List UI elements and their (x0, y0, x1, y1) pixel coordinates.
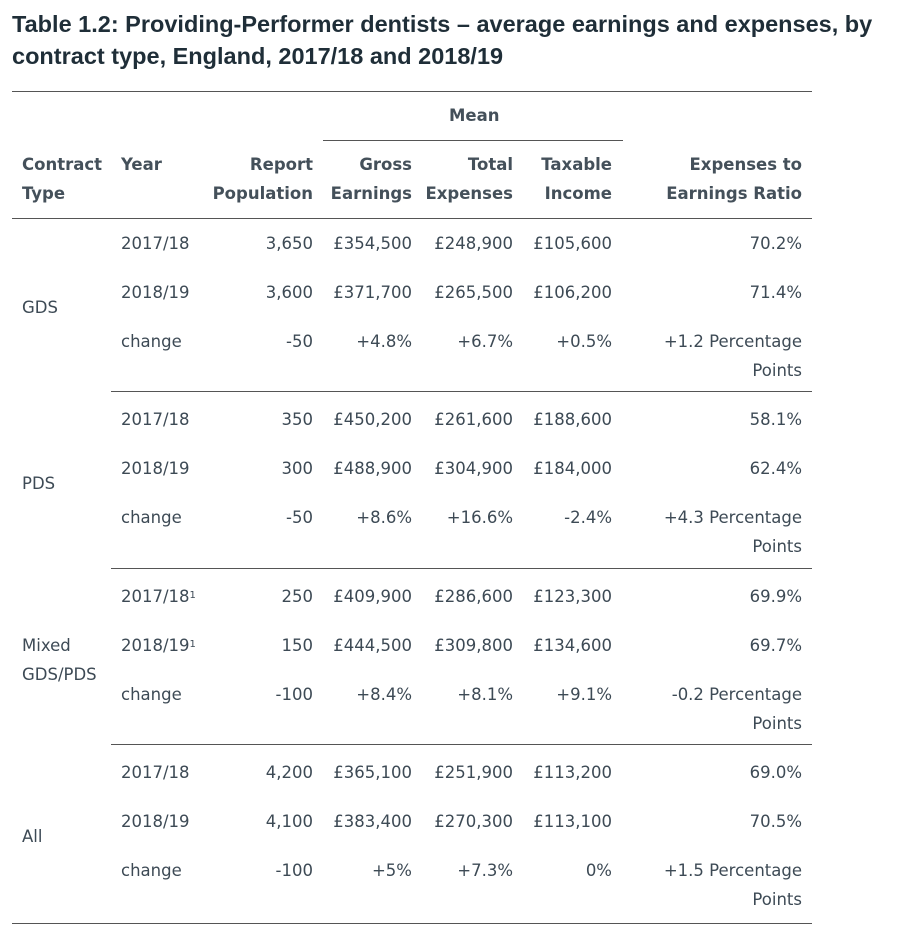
row-year: change (121, 685, 182, 704)
group-separator (111, 391, 812, 392)
header-year: Year (121, 155, 162, 174)
row-taxable-income: -2.4% (564, 508, 612, 527)
row-report-population: 4,100 (265, 812, 313, 831)
footnote-marker: 1 (189, 590, 196, 601)
row-gross-earnings: £450,200 (333, 410, 412, 429)
table-title-line2: contract type, England, 2017/18 and 2018/19 (12, 43, 504, 69)
row-gross-earnings: +5% (371, 861, 412, 880)
header-taxable-income-line2: Income (544, 184, 612, 203)
table-top-rule (12, 91, 812, 92)
header-ratio-line1: Expenses to (689, 155, 802, 174)
row-report-population: 350 (281, 410, 313, 429)
row-gross-earnings: £409,900 (333, 587, 412, 606)
row-report-population: -50 (286, 332, 313, 351)
row-expenses-to-earnings-ratio: Points (752, 714, 802, 733)
row-total-expenses: £251,900 (434, 763, 513, 782)
row-report-population: 4,200 (265, 763, 313, 782)
row-gross-earnings: +8.4% (356, 685, 412, 704)
row-taxable-income: £113,100 (533, 812, 612, 831)
header-taxable-income-line1: Taxable (541, 155, 612, 174)
group-separator (111, 568, 812, 569)
row-expenses-to-earnings-ratio: 69.0% (749, 763, 802, 782)
row-report-population: 300 (281, 459, 313, 478)
row-report-population: 3,650 (265, 234, 313, 253)
row-expenses-to-earnings-ratio: 70.5% (749, 812, 802, 831)
row-expenses-to-earnings-ratio: +1.5 Percentage (663, 861, 802, 880)
row-expenses-to-earnings-ratio: +4.3 Percentage (663, 508, 802, 527)
header-contract-type-line2: Type (22, 184, 66, 203)
row-total-expenses: £265,500 (434, 283, 513, 302)
header-gross-earnings-line2: Earnings (330, 184, 412, 203)
row-report-population: 250 (281, 587, 313, 606)
row-report-population: -100 (275, 685, 313, 704)
row-gross-earnings: +8.6% (356, 508, 412, 527)
row-expenses-to-earnings-ratio: Points (752, 890, 802, 909)
row-report-population: 3,600 (265, 283, 313, 302)
header-total-expenses-line2: Expenses (425, 184, 513, 203)
row-expenses-to-earnings-ratio: 69.9% (749, 587, 802, 606)
row-expenses-to-earnings-ratio: 58.1% (749, 410, 802, 429)
row-expenses-to-earnings-ratio: -0.2 Percentage (671, 685, 802, 704)
row-total-expenses: £261,600 (434, 410, 513, 429)
group-separator (111, 744, 812, 745)
header-report-population-line2: Population (212, 184, 313, 203)
row-expenses-to-earnings-ratio: 71.4% (749, 283, 802, 302)
footnote-marker: 1 (189, 639, 196, 650)
row-taxable-income: £188,600 (533, 410, 612, 429)
header-ratio-line2: Earnings Ratio (666, 184, 802, 203)
row-taxable-income: £134,600 (533, 636, 612, 655)
row-gross-earnings: £383,400 (333, 812, 412, 831)
row-year: 2017/18 (121, 234, 190, 253)
row-taxable-income: +0.5% (556, 332, 612, 351)
row-gross-earnings: +4.8% (356, 332, 412, 351)
header-bottom-rule (12, 218, 812, 219)
row-gross-earnings: £365,100 (333, 763, 412, 782)
row-year: 2017/18 (121, 410, 190, 429)
row-total-expenses: +8.1% (457, 685, 513, 704)
row-year: 2018/19 (121, 812, 190, 831)
row-total-expenses: £309,800 (434, 636, 513, 655)
row-taxable-income: £184,000 (533, 459, 612, 478)
header-total-expenses-line1: Total (467, 155, 513, 174)
group-label-2-line2: GDS/PDS (22, 665, 97, 684)
row-total-expenses: £248,900 (434, 234, 513, 253)
row-gross-earnings: £444,500 (333, 636, 412, 655)
group-label-0-line1: GDS (22, 298, 58, 317)
table-title-line1: Table 1.2: Providing-Performer dentists – average earnings and expenses, by (12, 11, 873, 37)
row-taxable-income: 0% (585, 861, 612, 880)
row-gross-earnings: £371,700 (333, 283, 412, 302)
row-year: change (121, 861, 182, 880)
row-taxable-income: £105,600 (533, 234, 612, 253)
row-taxable-income: £106,200 (533, 283, 612, 302)
header-mean: Mean (449, 106, 500, 125)
mean-underline (323, 140, 623, 141)
row-expenses-to-earnings-ratio: 62.4% (749, 459, 802, 478)
row-year: $2018/19^1$ (121, 636, 196, 655)
row-expenses-to-earnings-ratio: +1.2 Percentage (663, 332, 802, 351)
group-label-3-line1: All (22, 827, 43, 846)
row-total-expenses: £270,300 (434, 812, 513, 831)
row-taxable-income: £123,300 (533, 587, 612, 606)
row-gross-earnings: £488,900 (333, 459, 412, 478)
row-year: change (121, 332, 182, 351)
row-expenses-to-earnings-ratio: Points (752, 537, 802, 556)
row-total-expenses: +16.6% (446, 508, 513, 527)
table-bottom-rule (12, 923, 812, 924)
group-label-2-line1: Mixed (22, 636, 71, 655)
row-report-population: -50 (286, 508, 313, 527)
row-report-population: 150 (281, 636, 313, 655)
row-taxable-income: £113,200 (533, 763, 612, 782)
row-total-expenses: £286,600 (434, 587, 513, 606)
row-year: change (121, 508, 182, 527)
row-total-expenses: +7.3% (457, 861, 513, 880)
row-year: $2017/18^1$ (121, 587, 196, 606)
row-expenses-to-earnings-ratio: 70.2% (749, 234, 802, 253)
row-taxable-income: +9.1% (556, 685, 612, 704)
group-label-1-line1: PDS (22, 474, 56, 493)
row-total-expenses: +6.7% (457, 332, 513, 351)
header-gross-earnings-line1: Gross (359, 155, 412, 174)
header-report-population-line1: Report (249, 155, 313, 174)
row-expenses-to-earnings-ratio: Points (752, 361, 802, 380)
row-total-expenses: £304,900 (434, 459, 513, 478)
row-expenses-to-earnings-ratio: 69.7% (749, 636, 802, 655)
row-year: 2018/19 (121, 283, 190, 302)
row-report-population: -100 (275, 861, 313, 880)
row-gross-earnings: £354,500 (333, 234, 412, 253)
header-contract-type-line1: Contract (22, 155, 103, 174)
row-year: 2018/19 (121, 459, 190, 478)
table-title (12, 8, 912, 72)
row-year: 2017/18 (121, 763, 190, 782)
